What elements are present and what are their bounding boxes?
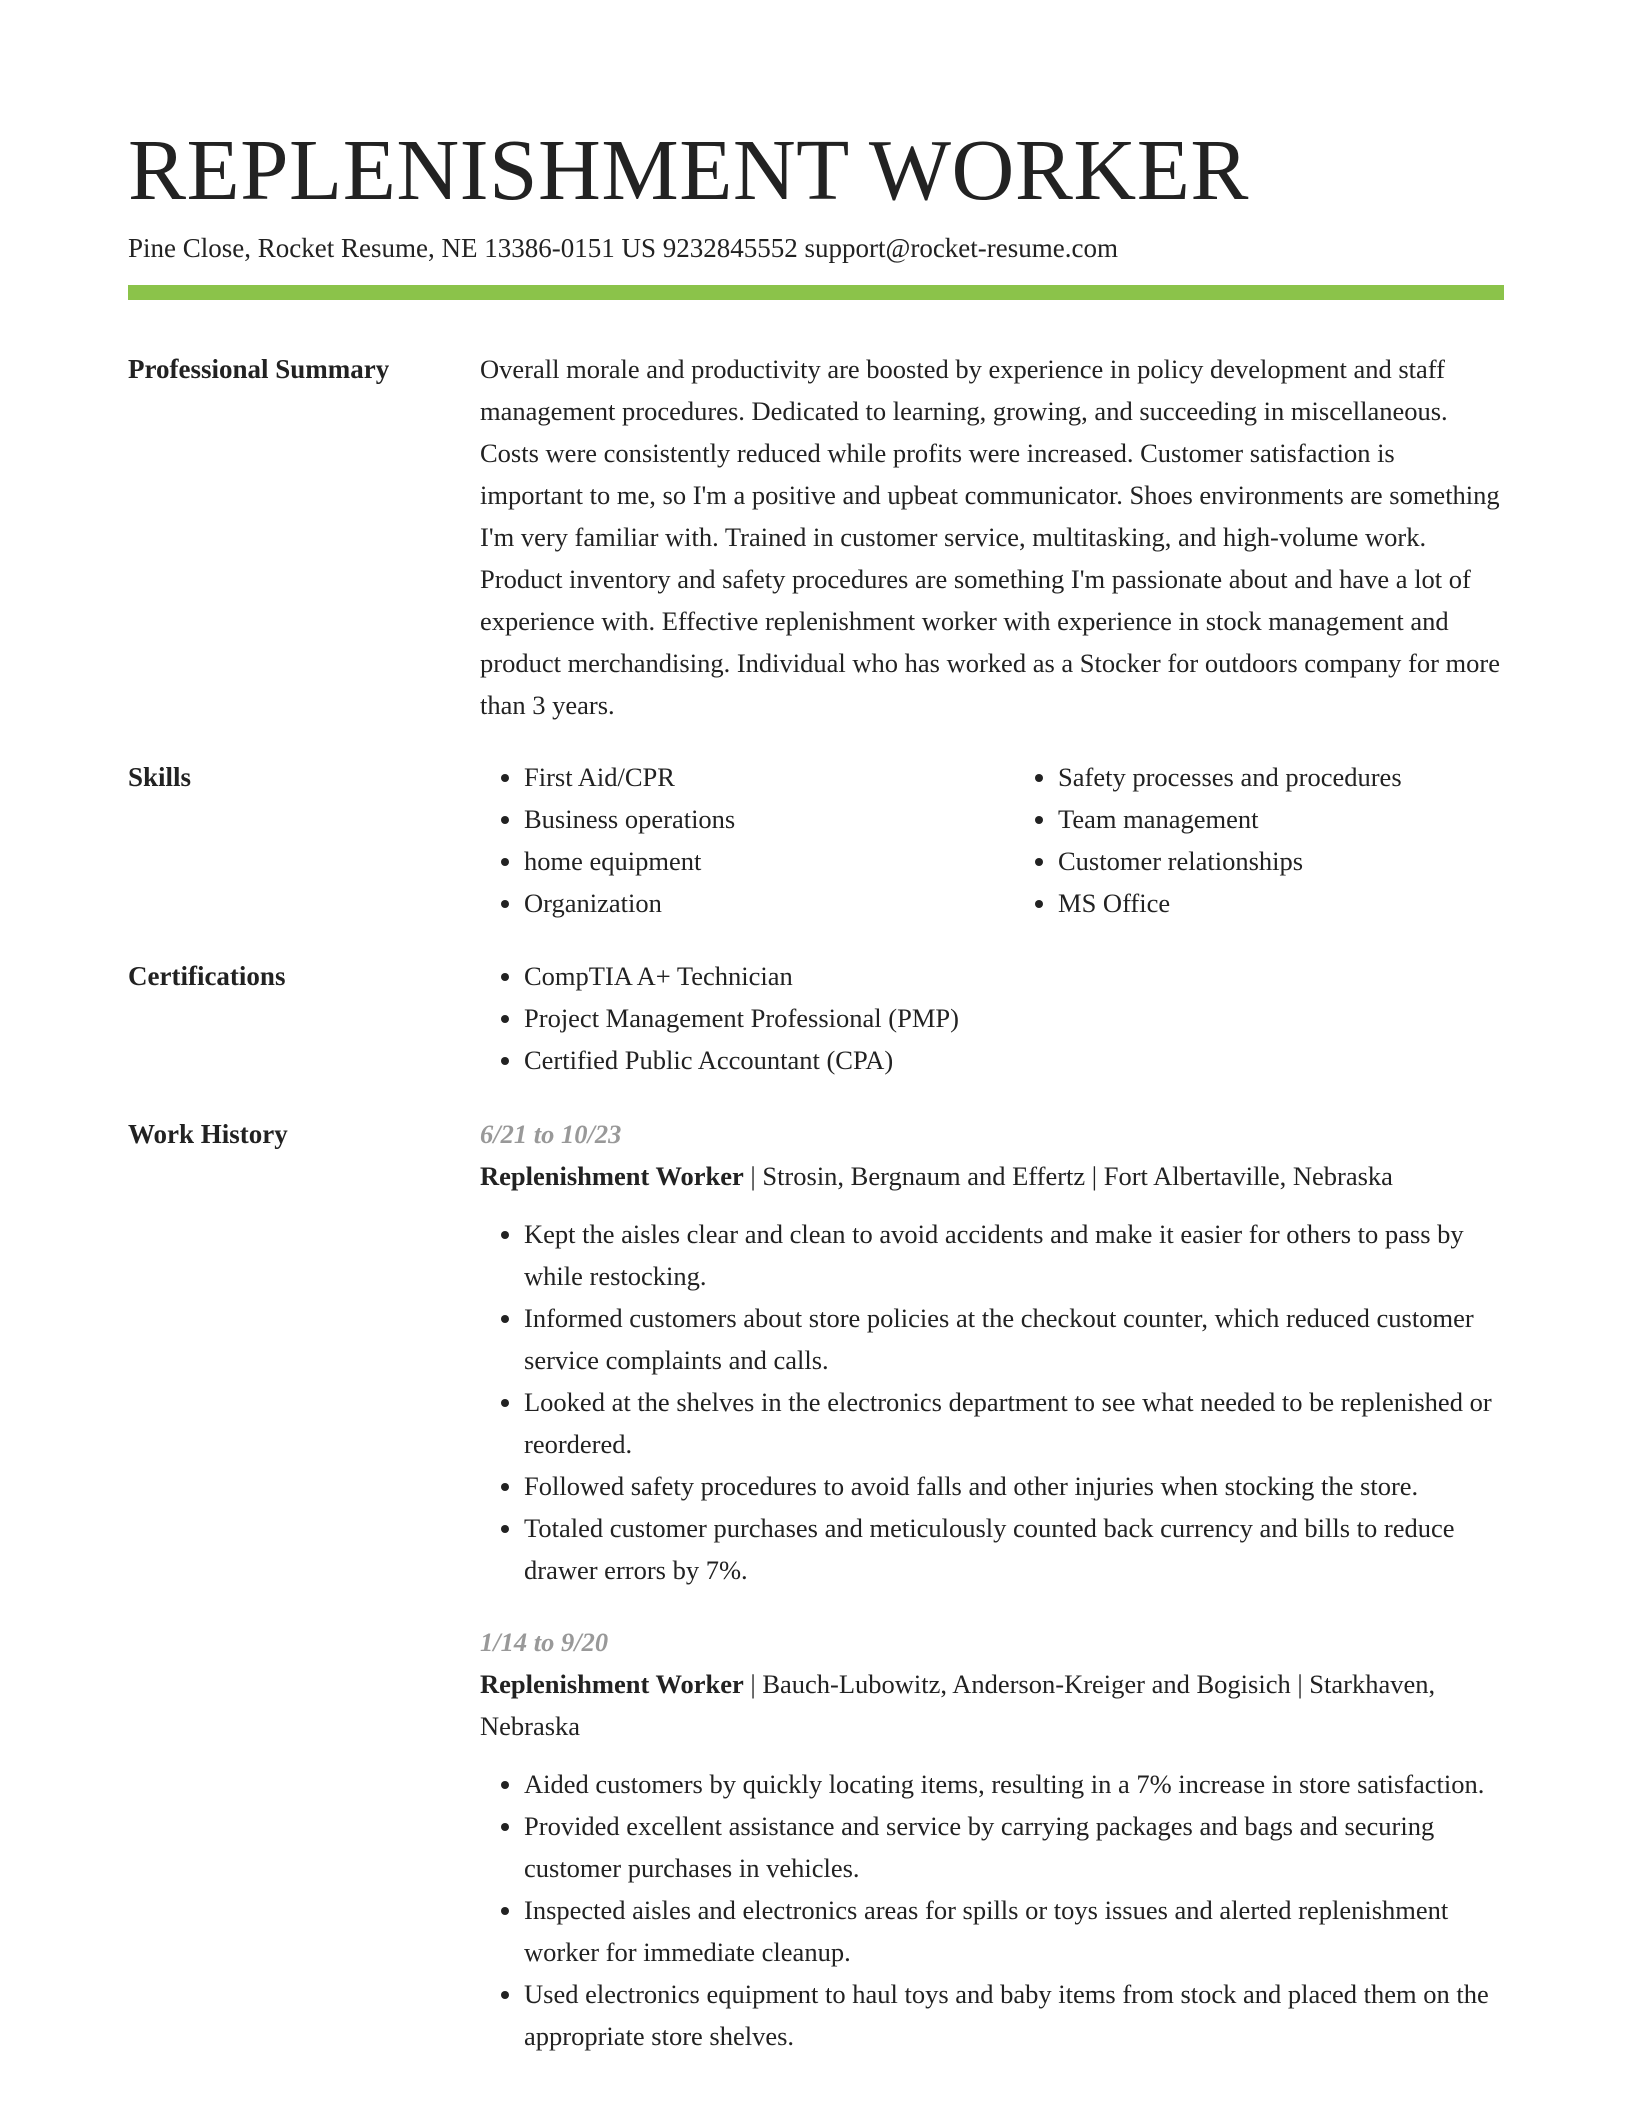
work-history-body	[480, 1113, 1504, 2057]
certifications-body	[480, 955, 1504, 1081]
skills-title: Skills	[128, 762, 192, 792]
certifications-list	[480, 955, 1504, 1081]
job-dates: 1/14 to 9/20	[480, 1627, 609, 1657]
certification-item: • CompTIA A+ Technician	[524, 955, 1504, 997]
skill-item: • Customer relationships	[1058, 840, 1504, 882]
job-employer-location: | Strosin, Bergnaum and Effertz | Fort Albertaville, Nebraska	[743, 1161, 1393, 1191]
certifications-title: Certifications	[128, 961, 286, 991]
skill-item: • MS Office	[1058, 882, 1504, 924]
header-divider	[128, 285, 1504, 300]
job-employer-location: | Bauch-Lubowitz, Anderson-Kreiger and Bogisich | Starkhaven, Nebraska	[480, 1669, 1436, 1741]
job-dates: 6/21 to 10/23	[480, 1119, 622, 1149]
job-bullet: • Provided excellent assistance and service by carrying packages and bags and securing customer purchases in vehicles.	[524, 1805, 1504, 1889]
skill-item: • home equipment	[524, 840, 970, 882]
summary-body	[480, 348, 1504, 726]
job-bullet: • Kept the aisles clear and clean to avoid accidents and make it easier for others to pass by while restocking.	[524, 1213, 1504, 1297]
job-heading	[480, 1155, 1504, 1197]
contact-info: Pine Close, Rocket Resume, NE 13386-0151 US 9232845552 support@rocket-resume.com	[128, 233, 1118, 263]
skills-list	[480, 756, 1504, 924]
skills-column-right	[1014, 756, 1504, 924]
job-title: Replenishment Worker	[480, 1669, 744, 1699]
skill-item: • Team management	[1058, 798, 1504, 840]
skill-item: • Organization	[524, 882, 970, 924]
certification-item: • Certified Public Accountant (CPA)	[524, 1039, 1504, 1081]
certification-item: • Project Management Professional (PMP)	[524, 997, 1504, 1039]
job-bullet: • Used electronics equipment to haul toys and baby items from stock and placed them on the appropriate store shelves.	[524, 1973, 1504, 2057]
resume-name: REPLENISHMENT WORKER	[128, 121, 1249, 218]
job-title: Replenishment Worker	[480, 1161, 744, 1191]
job-bullet: • Totaled customer purchases and meticulously counted back currency and bills to reduce drawer errors by 7%.	[524, 1507, 1504, 1591]
job-bullet: • Informed customers about store policies at the checkout counter, which reduced customer service complaints and calls.	[524, 1297, 1504, 1381]
job-entry	[480, 1113, 1504, 1591]
job-bullets	[480, 1213, 1504, 1591]
job-heading	[480, 1663, 1504, 1747]
skills-column-left	[480, 756, 970, 924]
work-history-title: Work History	[128, 1119, 288, 1149]
job-bullet: • Looked at the shelves in the electronics department to see what needed to be replenished or reordered.	[524, 1381, 1504, 1465]
job-bullet: • Followed safety procedures to avoid falls and other injuries when stocking the store.	[524, 1465, 1504, 1507]
summary-title: Professional Summary	[128, 354, 390, 384]
job-entry	[480, 1621, 1504, 2057]
job-bullet: • Inspected aisles and electronics areas for spills or toys issues and alerted replenishment worker for immediate cleanup.	[524, 1889, 1504, 1973]
job-bullets	[480, 1763, 1504, 2057]
job-bullet: • Aided customers by quickly locating items, resulting in a 7% increase in store satisfaction.	[524, 1763, 1504, 1805]
skill-item: • First Aid/CPR	[524, 756, 970, 798]
skill-item: • Safety processes and procedures	[1058, 756, 1504, 798]
skill-item: • Business operations	[524, 798, 970, 840]
summary-text: Overall morale and productivity are boosted by experience in policy development and staff management procedures. Dedicated to learning, growing, and succeeding in miscellaneous. Costs were consistently reduced while profits were increased. Customer satisfaction is important to me, so I'm a positive and upbeat communicator. Shoes environments are something I'm very familiar with. Trained in customer service, multitasking, and high-volume work. Product inventory and safety procedures are something I'm passionate about and have a lot of experience with. Effective replenishment worker with experience in stock management and product merchandising. Individual who has worked as a Stocker for outdoors company for more than 3 years.	[480, 354, 1500, 720]
